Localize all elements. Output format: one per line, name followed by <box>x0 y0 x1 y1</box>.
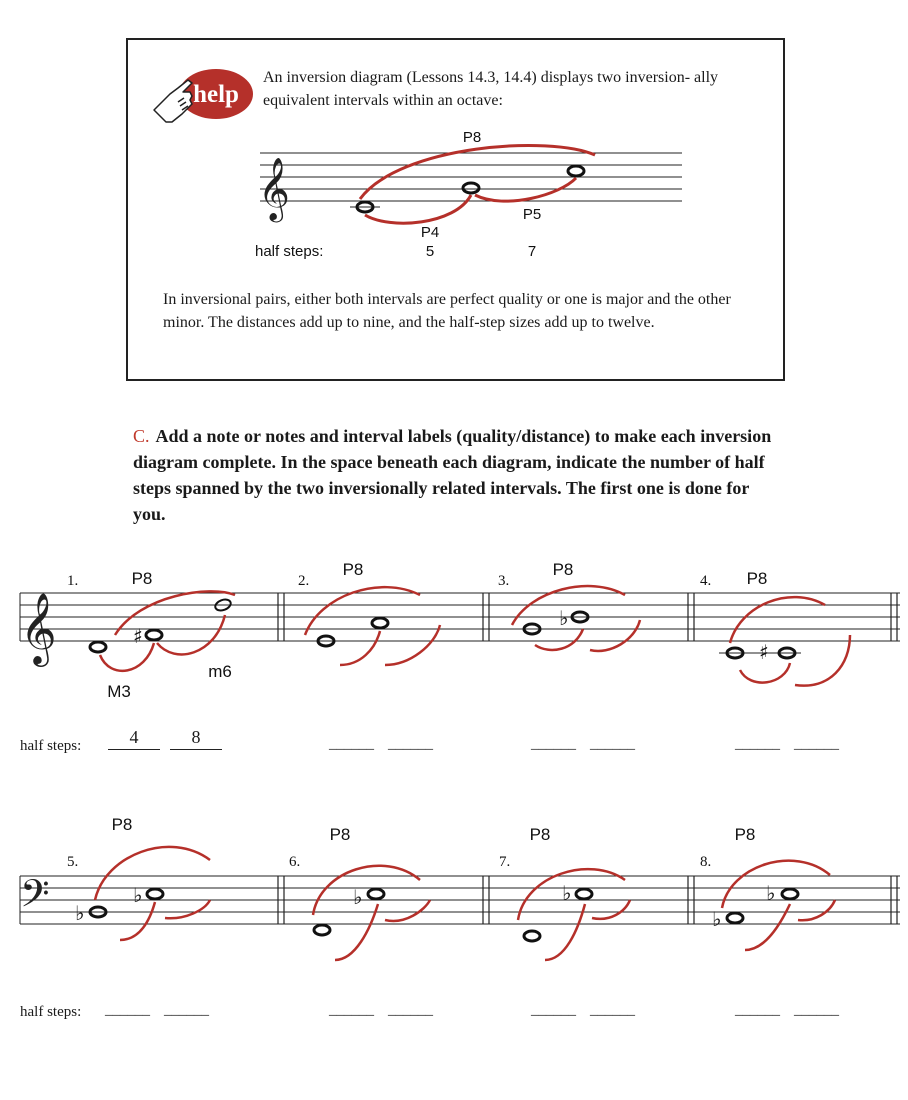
whole-note <box>314 925 330 935</box>
answer-value: 8 <box>191 727 201 747</box>
whole-note <box>90 642 106 652</box>
lower-interval-label: M3 <box>107 682 131 701</box>
half-steps-blank[interactable]: ______ <box>329 1002 374 1018</box>
exercise-number: 5. <box>67 854 79 870</box>
whole-note <box>782 889 798 899</box>
whole-note <box>568 166 584 176</box>
exercise-number: 8. <box>700 854 712 870</box>
octave-label: P8 <box>529 825 551 844</box>
exercise-row-bass <box>0 800 908 980</box>
half-steps-blank[interactable]: ______ <box>735 1002 780 1018</box>
octave-label: P8 <box>746 569 768 588</box>
upper-interval-arc <box>165 900 210 918</box>
flat-icon: ♭ <box>562 881 572 905</box>
upper-interval-arc <box>157 615 225 654</box>
lower-interval-arc <box>365 195 471 223</box>
octave-arc <box>305 587 420 635</box>
upper-interval-arc <box>385 625 440 665</box>
help-body-text: In inversional pairs, either both intervals are perfect quality or one is major and the other minor. The distances add up to nine, and the half-step sizes add up to twelve. <box>163 291 731 331</box>
whole-note <box>372 618 388 628</box>
half-steps-value: 7 <box>527 243 537 260</box>
staff-lines <box>20 593 900 641</box>
flat-icon: ♭ <box>712 907 722 931</box>
exercise-1-diagram <box>90 591 235 701</box>
half-steps-label: half steps: <box>20 1004 82 1020</box>
exercise-6-diagram <box>313 866 430 960</box>
exercise-5-diagram <box>75 847 210 940</box>
flat-icon: ♭ <box>559 606 569 630</box>
lower-interval-arc <box>740 663 790 683</box>
octave-label: P8 <box>329 825 351 844</box>
whole-note <box>368 889 384 899</box>
octave-label: P8 <box>111 815 133 834</box>
exercise-row-treble <box>0 555 908 705</box>
exercise-number: 2. <box>298 573 310 589</box>
half-steps-label: half steps: <box>255 243 324 260</box>
exercise-number: 4. <box>700 573 712 589</box>
half-steps-blank[interactable]: ______ <box>531 736 576 752</box>
help-badge-label: help <box>193 81 239 108</box>
half-steps-blank[interactable]: ______ <box>329 736 374 752</box>
exercise-number: 6. <box>289 854 301 870</box>
section-letter: C. <box>133 426 150 446</box>
whole-note <box>146 630 162 640</box>
lower-interval-arc <box>340 631 380 665</box>
half-steps-answer <box>108 727 160 750</box>
octave-arc <box>95 847 210 900</box>
octave-arc <box>313 866 420 915</box>
half-steps-blank[interactable]: ______ <box>794 736 839 752</box>
octave-arc <box>730 597 825 643</box>
half-steps-blank[interactable]: ______ <box>531 1002 576 1018</box>
half-steps-value: 5 <box>425 243 435 260</box>
upper-interval-arc <box>795 635 850 686</box>
exercise-number: 1. <box>67 573 79 589</box>
lower-interval-arc <box>745 904 790 950</box>
sharp-icon: ♯ <box>759 640 769 664</box>
whole-note <box>463 183 479 193</box>
octave-label: P8 <box>552 560 574 579</box>
help-example-diagram <box>250 125 690 265</box>
exercise-2-diagram <box>305 587 440 665</box>
flat-icon: ♭ <box>766 881 776 905</box>
whole-note <box>147 889 163 899</box>
half-steps-blank[interactable]: ______ <box>164 1002 209 1018</box>
treble-clef-icon: 𝄞 <box>258 157 290 220</box>
half-steps-label: half steps: <box>20 738 82 754</box>
octave-label: P8 <box>734 825 756 844</box>
exercise-8-diagram <box>712 861 835 950</box>
half-steps-blank[interactable]: ______ <box>735 736 780 752</box>
upper-interval-arc <box>385 900 430 921</box>
upper-interval-arc <box>798 900 835 920</box>
octave-label: P8 <box>131 569 153 588</box>
pointing-hand-icon <box>154 80 192 122</box>
whole-note <box>727 913 743 923</box>
instructions-text: Add a note or notes and interval labels (quality/distance) to make each inversion diagram complete. In the space beneath each diagram, indicate the number of half steps spanned by the two inversionally related intervals. The first one is done for you. <box>133 426 772 524</box>
upper-interval-label: P5 <box>522 206 542 223</box>
sharp-icon: ♯ <box>133 624 143 648</box>
half-steps-blank[interactable]: ______ <box>590 1002 635 1018</box>
exercise-number: 3. <box>498 573 510 589</box>
octave-label: P8 <box>462 129 482 146</box>
octave-label: P8 <box>342 560 364 579</box>
flat-icon: ♭ <box>353 885 363 909</box>
exercise-number: 7. <box>499 854 511 870</box>
whole-note <box>576 889 592 899</box>
upper-interval-label: m6 <box>208 662 232 681</box>
half-steps-blank[interactable]: ______ <box>388 736 433 752</box>
upper-interval-arc <box>592 900 630 919</box>
octave-arc <box>512 586 625 625</box>
bass-clef-icon: 𝄢 <box>20 871 50 925</box>
upper-interval-arc <box>590 620 640 651</box>
lower-interval-label: P4 <box>420 224 440 241</box>
flat-icon: ♭ <box>133 883 143 907</box>
help-intro-text: An inversion diagram (Lessons 14.3, 14.4) displays two inversion- ally equivalent intervals within an octave: <box>263 69 719 109</box>
treble-clef-icon: 𝄞 <box>20 591 57 664</box>
help-badge <box>148 64 258 130</box>
half-steps-answer <box>170 727 222 750</box>
answer-value: 4 <box>129 727 139 747</box>
half-steps-blank[interactable]: ______ <box>388 1002 433 1018</box>
instructions <box>133 423 773 527</box>
octave-arc <box>722 861 830 908</box>
half-steps-blank[interactable]: ______ <box>590 736 635 752</box>
half-steps-blank[interactable]: ______ <box>105 1002 150 1018</box>
lower-interval-arc <box>120 902 155 940</box>
lower-interval-arc <box>100 643 154 671</box>
lower-interval-arc <box>535 629 583 650</box>
exercise-7-diagram <box>518 869 630 960</box>
upper-interval-arc <box>475 178 576 201</box>
whole-note <box>524 931 540 941</box>
half-steps-blank[interactable]: ______ <box>794 1002 839 1018</box>
flat-icon: ♭ <box>75 901 85 925</box>
